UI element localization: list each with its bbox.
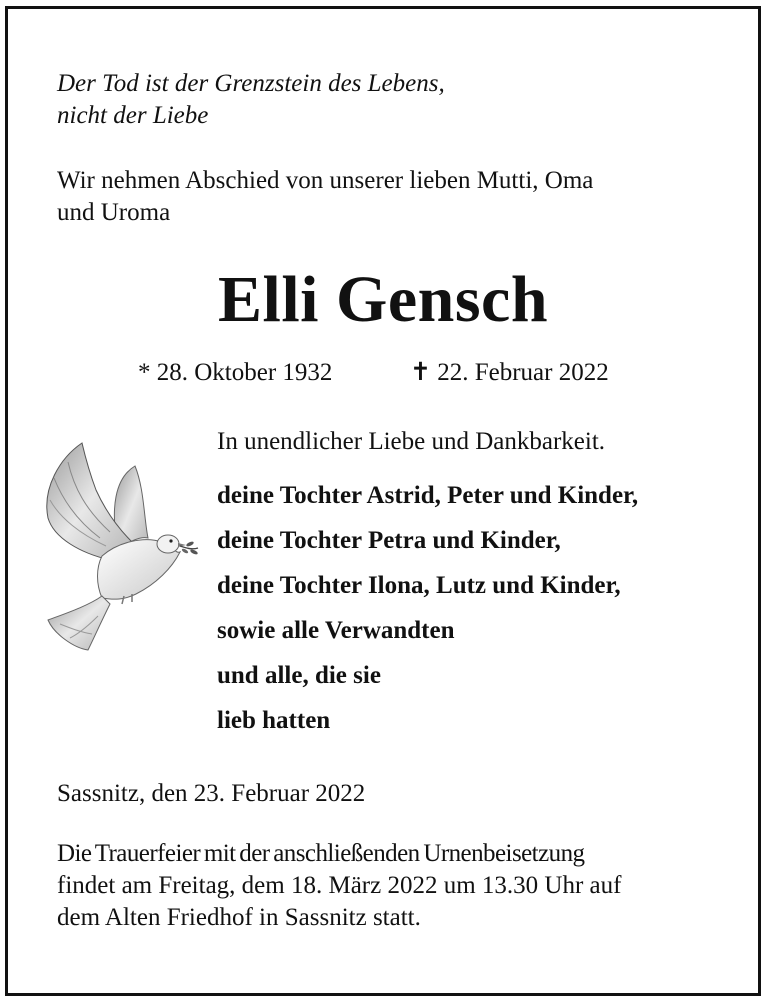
death-date: ✝ 22. Februar 2022 bbox=[410, 359, 609, 386]
service-line-3: dem Alten Friedhof in Sassnitz statt. bbox=[57, 904, 421, 931]
place-and-date: Sassnitz, den 23. Februar 2022 bbox=[57, 780, 366, 807]
mourner-line: deine Tochter Ilona, Lutz und Kinder, bbox=[217, 572, 621, 599]
intro-line-2: und Uroma bbox=[57, 199, 171, 226]
mourner-line: sowie alle Verwandten bbox=[217, 617, 455, 644]
birth-date: * 28. Oktober 1932 bbox=[138, 359, 333, 386]
mourner-line: lieb hatten bbox=[217, 707, 331, 734]
deceased-name: Elli Gensch bbox=[217, 263, 549, 336]
farewell-intro bbox=[57, 165, 593, 229]
mourner-line: deine Tochter Petra und Kinder, bbox=[217, 527, 561, 554]
quote-line-1: Der Tod ist der Grenzstein des Lebens, bbox=[57, 70, 445, 97]
intro-line-1: Wir nehmen Abschied von unserer lieben Mutti, Oma bbox=[57, 167, 594, 194]
dedication-text: In unendlicher Liebe und Dankbarkeit. bbox=[217, 428, 606, 455]
service-line-2: findet am Freitag, dem 18. März 2022 um 13.30 Uhr auf bbox=[57, 872, 622, 899]
mourners-list bbox=[217, 480, 638, 750]
funeral-service-info bbox=[57, 838, 621, 934]
memorial-quote bbox=[57, 68, 445, 132]
mourner-line: deine Tochter Astrid, Peter und Kinder, bbox=[217, 482, 639, 509]
dove-with-olive-branch-icon bbox=[40, 438, 200, 653]
quote-line-2: nicht der Liebe bbox=[57, 102, 209, 129]
service-line-1: Die Trauerfeier mit der anschließenden Urnenbeisetzung bbox=[57, 840, 585, 867]
mourner-line: und alle, die sie bbox=[217, 662, 381, 689]
